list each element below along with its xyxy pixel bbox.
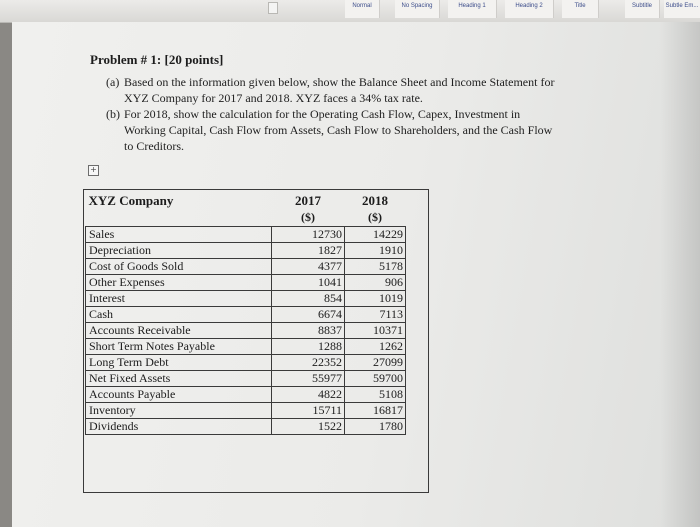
row-label: Net Fixed Assets [86,371,272,387]
row-value-2018: 1910 [345,243,406,259]
row-value-2017: 15711 [272,403,345,419]
ribbon-style-gallery [0,0,700,23]
row-value-2017: 854 [272,291,345,307]
column-2018: 2018 [362,192,388,208]
row-label: Dividends [86,419,272,435]
row-value-2017: 22352 [272,355,345,371]
table-row [86,291,406,307]
row-value-2018: 1780 [345,419,406,435]
question-b-label: (b) [106,107,120,121]
style-subtitle[interactable]: Subtitle [625,0,660,18]
style-no-spacing[interactable]: No Spacing [395,0,440,18]
page-edge-shadow [660,22,700,527]
row-value-2018: 10371 [345,323,406,339]
style-heading-2[interactable]: Heading 2 [505,0,554,18]
row-value-2018: 27099 [345,355,406,371]
row-label: Inventory [86,403,272,419]
row-value-2018: 7113 [345,307,406,323]
table-header-row [86,191,406,209]
row-value-2018: 1262 [345,339,406,355]
row-value-2017: 1041 [272,275,345,291]
table-row [86,403,406,419]
style-subtle-emphasis[interactable]: Subtle Em... [664,0,700,18]
row-value-2017: 12730 [272,227,345,243]
table-row [86,227,406,243]
style-title[interactable]: Title [562,0,599,18]
row-label: Other Expenses [86,275,272,291]
row-label: Short Term Notes Payable [86,339,272,355]
row-label: Depreciation [86,243,272,259]
table-row [86,355,406,371]
row-value-2017: 4822 [272,387,345,403]
row-value-2018: 906 [345,275,406,291]
table-unit-row [86,209,406,227]
question-b-text: For 2018, show the calculation for the Operating Cash Flow, Capex, Investment in Working Capital, Cash Flow from Assets, Cash Flow to Shareholders, and the Cash Flow to Creditors. [124,107,553,153]
problem-title: Problem # 1: [20 points] [90,52,224,67]
table-row [86,275,406,291]
row-value-2017: 4377 [272,259,345,275]
table-row [86,243,406,259]
row-value-2017: 1522 [272,419,345,435]
company-name: XYZ Company [88,192,174,208]
row-label: Interest [86,291,272,307]
row-value-2017: 6674 [272,307,345,323]
row-value-2017: 1288 [272,339,345,355]
row-value-2017: 1827 [272,243,345,259]
table-row [86,387,406,403]
row-value-2018: 14229 [345,227,406,243]
row-label: Accounts Receivable [86,323,272,339]
table-row [86,259,406,275]
question-a-label: (a) [106,75,120,89]
column-2017: 2017 [295,192,321,208]
row-label: Cost of Goods Sold [86,259,272,275]
row-label: Cash [86,307,272,323]
table-row [86,323,406,339]
row-value-2017: 55977 [272,371,345,387]
row-value-2018: 59700 [345,371,406,387]
table-move-handle-icon[interactable]: + [88,165,99,176]
row-label: Accounts Payable [86,387,272,403]
question-part-a [106,74,576,106]
style-normal[interactable]: Normal [345,0,380,18]
row-value-2018: 5108 [345,387,406,403]
row-value-2018: 5178 [345,259,406,275]
table-row [86,371,406,387]
unit-2018: ($) [368,210,382,224]
style-heading-1[interactable]: Heading 1 [448,0,497,18]
table-row [86,419,406,435]
unit-blank [86,209,272,227]
question-part-b [106,106,556,154]
row-label: Sales [86,227,272,243]
data-table [85,191,406,435]
row-value-2018: 1019 [345,291,406,307]
table-row [86,339,406,355]
row-label: Long Term Debt [86,355,272,371]
ribbon-control-icon[interactable] [268,2,278,14]
row-value-2017: 8837 [272,323,345,339]
row-value-2018: 16817 [345,403,406,419]
unit-2017: ($) [301,210,315,224]
table-row [86,307,406,323]
question-a-text: Based on the information given below, show the Balance Sheet and Income Statement for XYZ Company for 2017 and 2018. XYZ faces a 34% tax rate. [124,75,555,105]
